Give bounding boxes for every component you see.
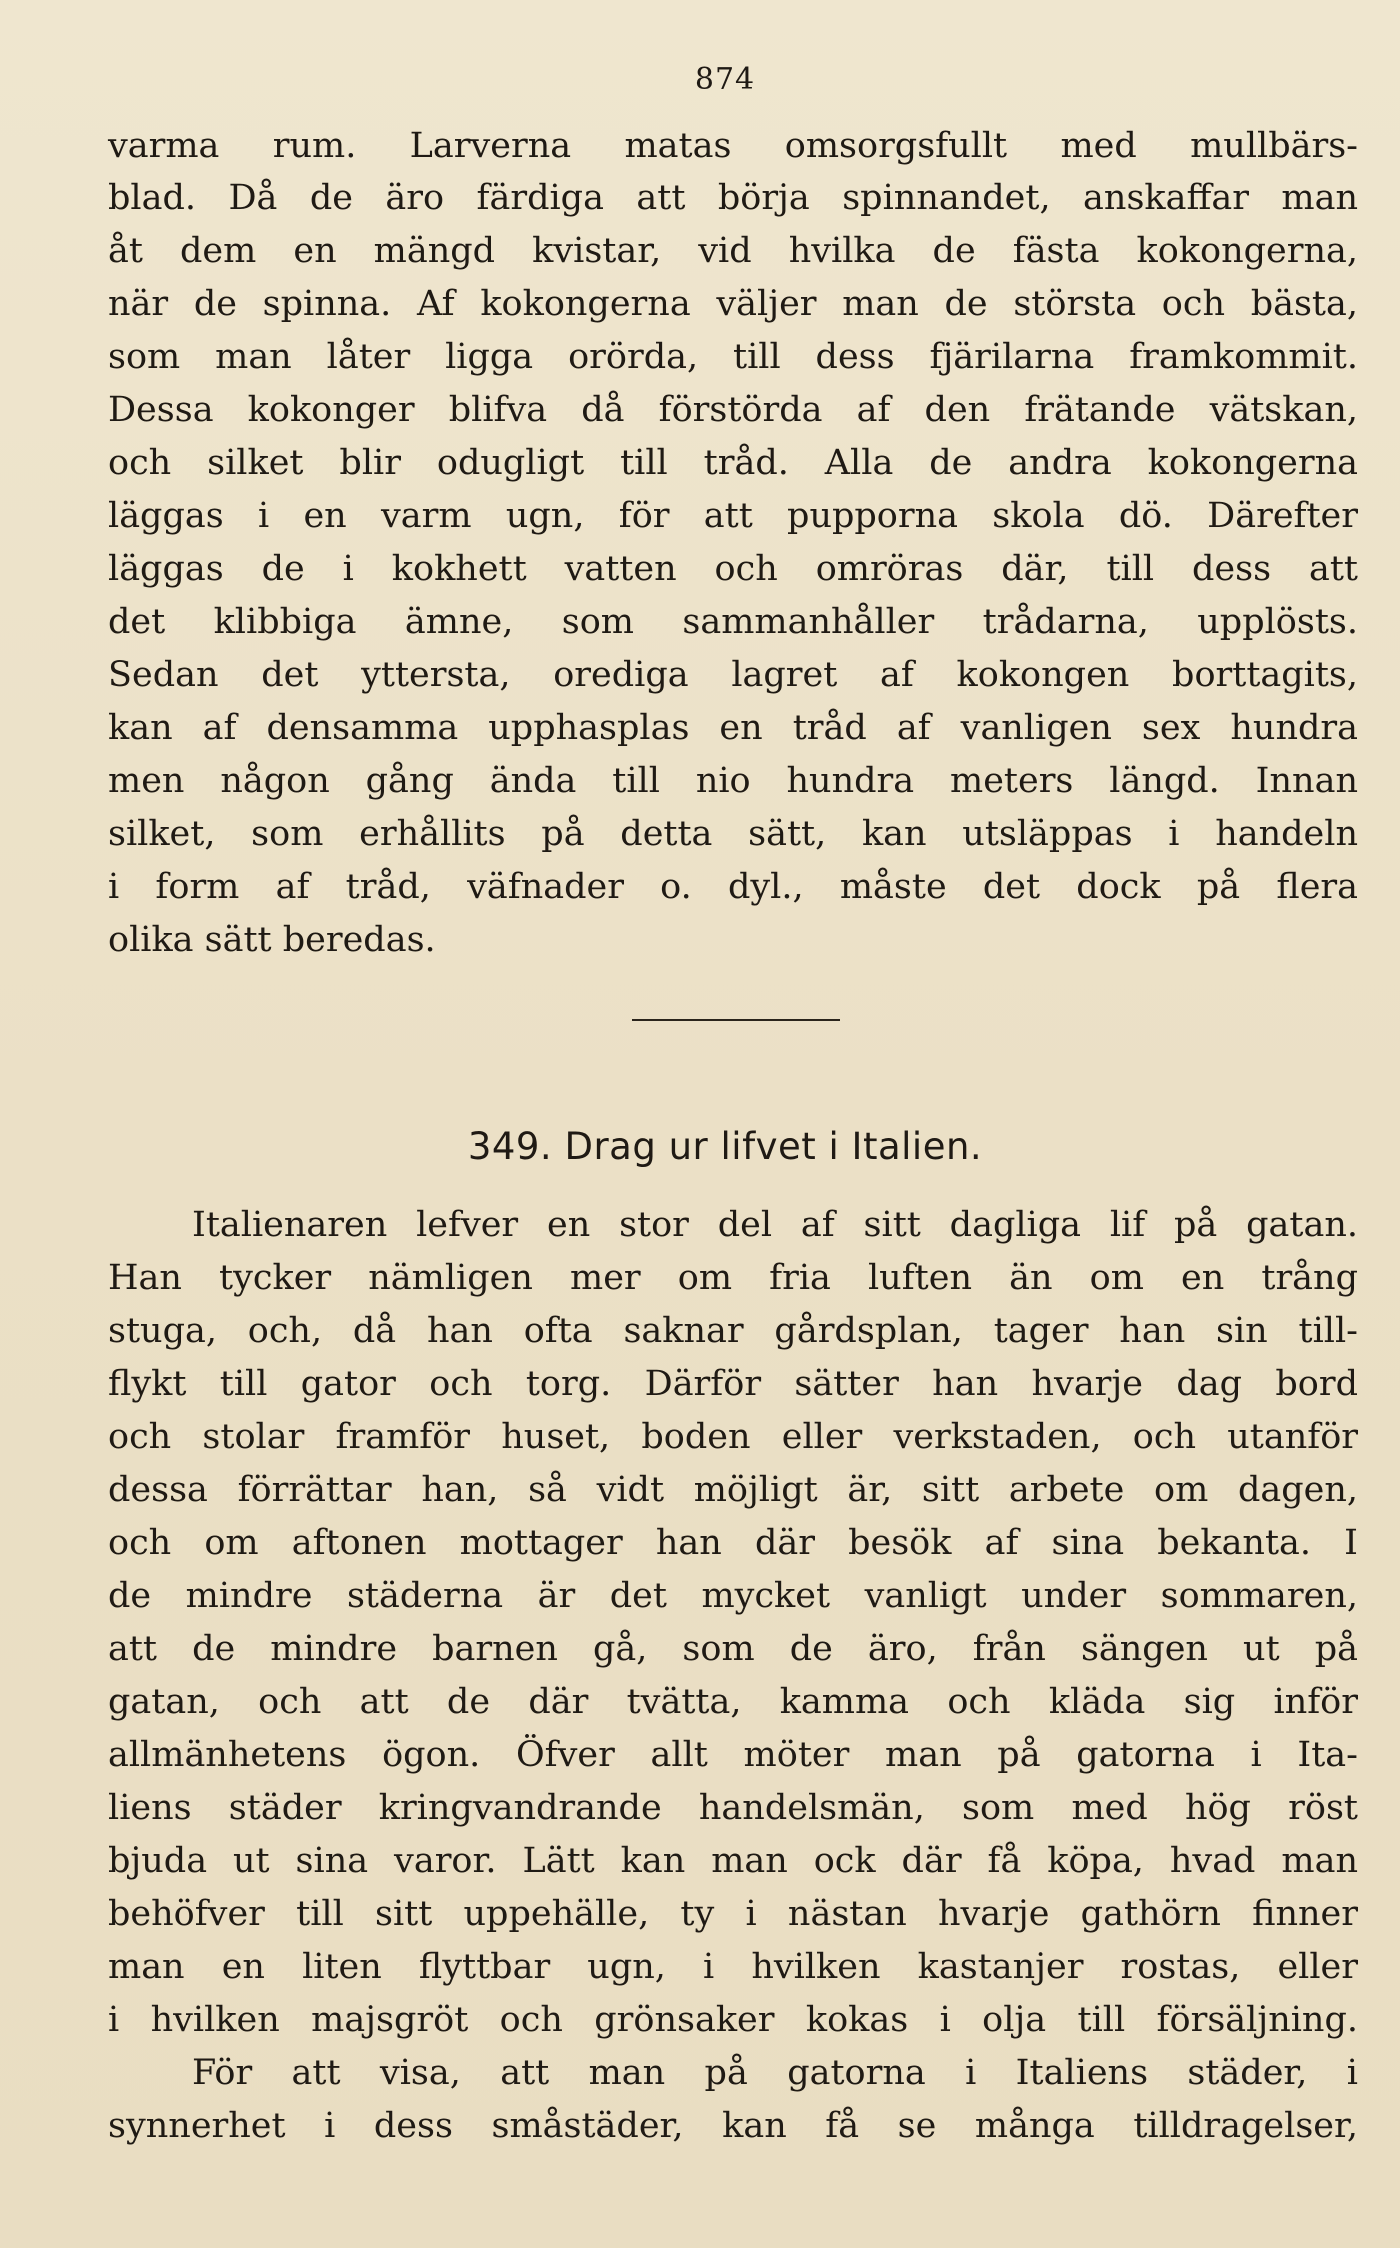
text-line: när de spinna. Af kokongerna väljer man de största och bästa,: [108, 284, 1358, 324]
text-line: gatan, och att de där tvätta, kamma och kläda sig inför: [108, 1682, 1358, 1722]
text-line: behöfver till sitt uppehälle, ty i nästan hvarje gathörn finner: [108, 1894, 1358, 1934]
text-line: kan af densamma upphasplas en tråd af vanligen sex hundra: [108, 708, 1358, 748]
text-line: liens städer kringvandrande handelsmän, som med hög röst: [108, 1788, 1358, 1828]
text-line: flykt till gator och torg. Därför sätter han hvarje dag bord: [108, 1364, 1358, 1404]
text-line: men någon gång ända till nio hundra meters längd. Innan: [108, 761, 1358, 801]
text-line: åt dem en mängd kvistar, vid hvilka de fästa kokongerna,: [108, 231, 1358, 271]
text-line: silket, som erhållits på detta sätt, kan utsläppas i handeln: [108, 814, 1358, 854]
text-line: Italienaren lefver en stor del af sitt dagliga lif på gatan.: [192, 1205, 1358, 1245]
text-line: synnerhet i dess småstäder, kan få se många tilldragelser,: [108, 2106, 1358, 2146]
section-heading: 349. Drag ur lifvet i Italien.: [467, 1125, 983, 1168]
text-line: dessa förrättar han, så vidt möjligt är, sitt arbete om dagen,: [108, 1470, 1358, 1510]
text-line: läggas de i kokhett vatten och omröras där, till dess att: [108, 549, 1358, 589]
text-line: stuga, och, då han ofta saknar gårdsplan, tager han sin till-: [108, 1311, 1358, 1351]
page-number: 874: [694, 62, 756, 97]
text-line: i hvilken majsgröt och grönsaker kokas i olja till försäljning.: [108, 2000, 1358, 2040]
section-divider: [632, 1019, 840, 1021]
text-line: Han tycker nämligen mer om fria luften än om en trång: [108, 1258, 1358, 1298]
text-line: bjuda ut sina varor. Lätt kan man ock där få köpa, hvad man: [108, 1841, 1358, 1881]
text-line: olika sätt beredas.: [108, 920, 436, 960]
text-line: i form af tråd, väfnader o. dyl., måste det dock på flera: [108, 867, 1358, 907]
text-line: och stolar framför huset, boden eller verkstaden, och utanför: [108, 1417, 1358, 1457]
text-line: varma rum. Larverna matas omsorgsfullt med mullbärs-: [108, 126, 1358, 166]
text-line: För att visa, att man på gatorna i Italiens städer, i: [192, 2053, 1358, 2093]
text-line: och om aftonen mottager han där besök af sina bekanta. I: [108, 1523, 1358, 1563]
text-line: de mindre städerna är det mycket vanligt under sommaren,: [108, 1576, 1358, 1616]
text-line: allmänhetens ögon. Öfver allt möter man på gatorna i Ita-: [108, 1735, 1358, 1775]
text-line: att de mindre barnen gå, som de äro, från sängen ut på: [108, 1629, 1358, 1669]
text-line: man en liten flyttbar ugn, i hvilken kastanjer rostas, eller: [108, 1947, 1358, 1987]
text-line: läggas i en varm ugn, för att pupporna skola dö. Därefter: [108, 496, 1358, 536]
text-line: Sedan det yttersta, orediga lagret af kokongen borttagits,: [108, 655, 1358, 695]
text-line: blad. Då de äro färdiga att börja spinnandet, anskaffar man: [108, 178, 1358, 218]
text-line: det klibbiga ämne, som sammanhåller trådarna, upplösts.: [108, 602, 1358, 642]
text-line: Dessa kokonger blifva då förstörda af den frätande vätskan,: [108, 390, 1358, 430]
text-line: som man låter ligga orörda, till dess fjärilarna framkommit.: [108, 337, 1358, 377]
text-line: och silket blir odugligt till tråd. Alla de andra kokongerna: [108, 443, 1358, 483]
